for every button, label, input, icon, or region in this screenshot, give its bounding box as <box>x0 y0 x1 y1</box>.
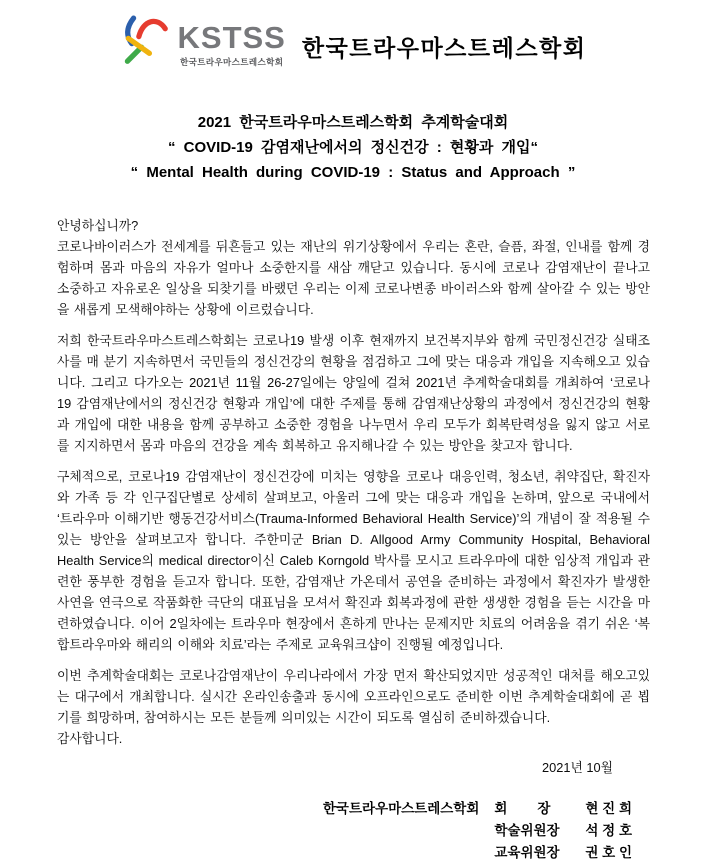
title-line-1: 2021 한국트라우마스트레스학회 추계학술대회 <box>197 114 509 131</box>
signature-name-3: 권 호 인 <box>585 845 632 860</box>
paragraph-1: 코로나바이러스가 전세계를 뒤흔들고 있는 재난의 위기상황에서 우리는 혼란, 슬픔, 좌절, 인내를 함께 경험하며 몸과 마음의 자유가 얼마나 소중한지를 새삼 깨닫고 있습니다. 동시에 코로나 감염재난이 끝나고 소중하고 자유로온 일상을 되찾기를 바랬던 우리는 이제 코로나변종 바이러스와 함께 살아갈 수 있는 방안을 새롭게 모색해야하는 상황에 이르렀습니다. <box>57 239 650 317</box>
organization-name: 한국트라우마스트레스학회 <box>301 35 587 61</box>
kstss-logo-icon <box>120 12 170 70</box>
signature-org-spacer-1 <box>323 820 480 842</box>
signature-block <box>0 798 632 864</box>
closing-line: 감사합니다. <box>57 731 123 746</box>
signature-name-1: 현 진 희 <box>585 801 632 816</box>
signature-title-1: 회 장 <box>494 801 551 816</box>
letter-body <box>57 215 650 778</box>
logo-text-block <box>178 22 286 68</box>
signature-org: 한국트라우마스트레스학회 <box>322 801 480 816</box>
document-title-block <box>0 110 706 185</box>
paragraph-4: 이번 추계학술대회는 코로나감염재난이 우리나라에서 가장 먼저 확산되었지만 성공적인 대처를 해오고있는 대구에서 개최합니다. 실시간 온라인송출과 동시에 오프라인으로도 준비한 이번 추계학술대회에 곧 뵙기를 희망하며, 참여하시는 모든 분들께 의미있는 시간이 되도록 열심히 준비하겠습니다. <box>57 668 650 725</box>
signature-org-spacer-2 <box>323 842 480 864</box>
signature-title-2: 학술위원장 <box>494 823 560 838</box>
title-line-2: “ COVID-19 감염재난에서의 정신건강 : 현황과 개입“ <box>167 139 539 156</box>
title-line-3: “ Mental Health during COVID-19 : Status and Approach ” <box>130 164 576 181</box>
signature-title-3: 교육위원장 <box>494 845 560 860</box>
date-line: 2021년 10월 <box>542 760 613 775</box>
greeting-line: 안녕하십니까? <box>57 218 139 233</box>
letterhead <box>0 0 706 70</box>
logo-subtitle: 한국트라우마스트레스학회 <box>180 57 284 67</box>
signature-name-2: 석 정 호 <box>585 823 632 838</box>
logo-acronym: KSTSS <box>177 20 286 55</box>
paragraph-3: 구체적으로, 코로나19 감염재난이 정신건강에 미치는 영향을 코로나 대응인력, 청소년, 취약집단, 확진자와 가족 등 각 인구집단별로 상세히 살펴보고, 아울러 그에 맞는 대응과 개입을 논하며, 앞으로 국내에서 ‘트라우마 이해기반 행동건강서비스(Trauma-Informed Behavioral Health Service)’의 개념이 잘 적용될 수 있는 방안을 살펴보고자 합니다. 주한미군 Brian D. Allgood Army Community Hospital, Behavioral Health Service의 medical director이신 Caleb Korngold 박사를 모시고 트라우마에 대한 임상적 개입과 관련한 풍부한 경험을 듣고자 합니다. 또한, 감염재난 가온데서 공연을 준비하는 과정에서 확진자가 발생한 사연을 연극으로 작품화한 극단의 대표님을 모셔서 확진과 회복과정에 관한 생생한 경험을 듣는 시간을 마련하였습니다. 이어 2일차에는 트라우마 현장에서 흔하게 만나는 문제지만 치료의 어려움을 겪기 쉬온 ‘복합트라우마와 해리의 이해와 치료’라는 주제로 교육워크샵이 진행될 예정입니다. <box>57 469 650 652</box>
paragraph-2: 저희 한국트라우마스트레스학회는 코로나19 발생 이후 현재까지 보건복지부와 함께 국민정신건강 실태조사를 매 분기 지속하면서 국민들의 정신건강의 현황을 점검하고 그에 맞는 대응과 개입을 지속해오고 있습니다. 그리고 다가오는 2021년 11월 26-27일에는 양일에 걸쳐 2021년 추계학술대회를 개최하여 ‘코로나19 감염재난에서의 정신건강 현황과 개입’에 대한 주제를 통해 감염재난상황의 과정에서 정신건강의 현황과 개입에 대한 내용을 함께 공부하고 소중한 경험을 나누면서 우리 모두가 회복탄력성을 잃지 않고 서로를 지지하면서 몸과 마음의 건강을 계속 회복하고 유지해나갈 수 있는 방안을 찾고자 합니다. <box>57 333 650 453</box>
